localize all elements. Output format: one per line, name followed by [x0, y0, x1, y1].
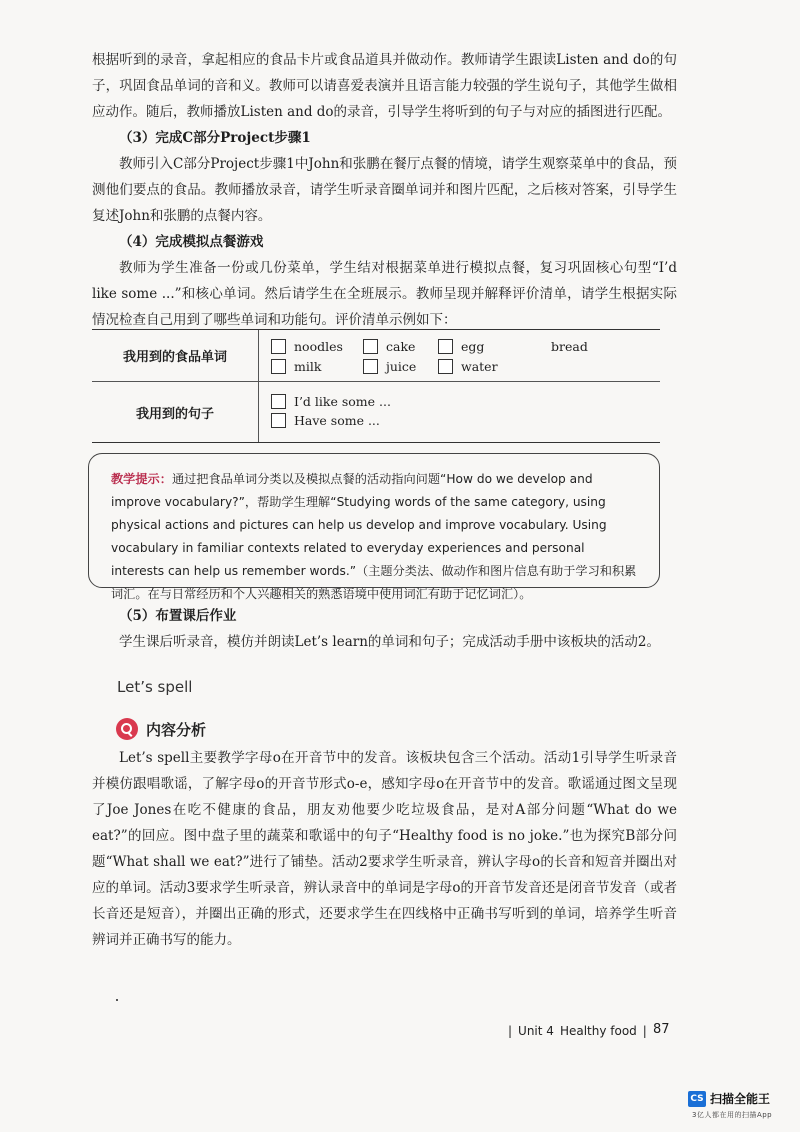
checkbox[interactable]: [528, 339, 543, 354]
footer-unit: Unit 4: [518, 1024, 554, 1038]
page-number: 87: [653, 1022, 670, 1037]
evaluation-checklist-table: [92, 329, 660, 443]
checkbox[interactable]: [438, 359, 453, 374]
teaching-tip-body: 通过把食品单词分类以及模拟点餐的活动指向问题“How do we develop and improve vocabulary?”，帮助学生理解“Studying words of the same category, using physical actions and pictures can help us develop and improve vocabulary. Using vocabulary in familiar contexts related to everyday experiences and personal interests can help us remember words.”（主题分类法、做动作和图片信息有助于学习和积累词汇。在与日常经历和个人兴趣相关的熟悉语境中使用词汇有助于记忆词汇）。: [111, 472, 637, 601]
checkbox[interactable]: [271, 413, 286, 428]
food-words-cell: [259, 330, 608, 381]
row-label-food-words: 我用到的食品单词: [92, 330, 259, 381]
paragraph-project: 教师引入C部分Project步骤1中John和张鹏在餐厅点餐的情境，请学生观察菜单中的食品，预测他们要点的食品。教师播放录音，请学生听录音圈单词并和图片匹配，之后核对答案，引导学生复述John和张鹏的点餐内容。: [92, 156, 677, 224]
checkbox[interactable]: [271, 359, 286, 374]
teaching-tip-label: 教学提示：: [111, 472, 172, 486]
checkbox-item-sentence[interactable]: I’d like some ...: [271, 392, 391, 411]
checkbox[interactable]: [363, 339, 378, 354]
checkbox-item-bread[interactable]: bread: [528, 337, 608, 355]
content-analysis-heading: [116, 718, 206, 740]
paragraph-homework: 学生课后听录音，模仿并朗读Let’s learn的单词和句子；完成活动手册中该板块的活动2。: [119, 634, 660, 650]
checkbox[interactable]: [271, 394, 286, 409]
page-footer: | Unit 4 Healthy food |: [508, 1024, 647, 1038]
paragraph-listen-and-do: 根据听到的录音，拿起相应的食品卡片或食品道具并做动作。教师请学生跟读Listen and do的句子，巩固食品单词的音和义。教师可以请喜爱表演并且语言能力较强的学生说句子，其他学生做相应动作。随后，教师播放Listen and do的录音，引导学生将听到的句子与对应的插图进行匹配。: [92, 52, 677, 120]
teaching-tip-text: [111, 468, 637, 606]
scanner-logo-icon: CS: [688, 1091, 706, 1107]
paragraph-ordering-game: 教师为学生准备一份或几份菜单，学生结对根据菜单进行模拟点餐，复习巩固核心句型“I’d like some ...”和核心单词。然后请学生在全班展示。教师呈现并解释评价清单，请学生根据实际情况检查自己用到了哪些单词和功能句。评价清单示例如下：: [92, 260, 677, 328]
content-analysis-title: 内容分析: [146, 720, 207, 739]
step-heading-5: （5）布置课后作业: [119, 608, 237, 624]
checkbox-item-noodles[interactable]: noodles: [271, 337, 363, 355]
section-title-lets-spell: Let’s spell: [117, 678, 193, 696]
checkbox-item-juice[interactable]: juice: [363, 357, 438, 375]
teaching-tip-box: [88, 453, 660, 601]
row-label-sentences: 我用到的句子: [92, 382, 259, 442]
checkbox-item-sentence[interactable]: Have some ...: [271, 411, 391, 430]
checkbox[interactable]: [438, 339, 453, 354]
magnifier-icon: [116, 718, 138, 740]
checkbox[interactable]: [271, 339, 286, 354]
paragraph-spell-analysis: Let’s spell主要教学字母o在开音节中的发音。该板块包含三个活动。活动1引导学生听录音并模仿跟唱歌谣，了解字母o的开音节形式o-e，感知字母o在开音节中的发音。歌谣通过图文呈现了Joe Jones在吃不健康的食品，朋友劝他要少吃垃圾食品，是对A部分问题“What do we eat?”的回应。图中盘子里的蔬菜和歌谣中的句子“Healthy food is no joke.”也为探究B部分问题“What shall we eat?”进行了铺垫。活动2要求学生听录音，辨认字母o的长音和短音并圈出对应的单词。活动3要求学生听录音，辨认录音中的单词是字母o的开音节发音还是闭音节发音（或者长音还是短音），并圈出正确的形式，还要求学生在四线格中正确书写听到的单词，培养学生听音辨词并正确书写的能力。: [92, 750, 677, 948]
scanner-app-name: 扫描全能王: [710, 1092, 771, 1106]
checkbox-item-water[interactable]: water: [438, 357, 528, 375]
checkbox[interactable]: [363, 359, 378, 374]
checkbox-item-egg[interactable]: egg: [438, 337, 528, 355]
scanner-tagline: 3亿人都在用的扫描App: [692, 1111, 773, 1119]
table-row-food-words: [92, 330, 660, 382]
scanner-watermark: [688, 1090, 770, 1107]
step-heading-4: （4）完成模拟点餐游戏: [119, 234, 264, 250]
step-heading-3: （3）完成C部分Project步骤1: [119, 130, 311, 146]
table-row-sentences: [92, 382, 660, 442]
checkbox-item-cake[interactable]: cake: [363, 337, 438, 355]
checkbox-item-milk[interactable]: milk: [271, 357, 363, 375]
footer-title: Healthy food: [559, 1024, 637, 1038]
scan-speck: [116, 999, 118, 1001]
sentences-cell: [259, 382, 391, 442]
